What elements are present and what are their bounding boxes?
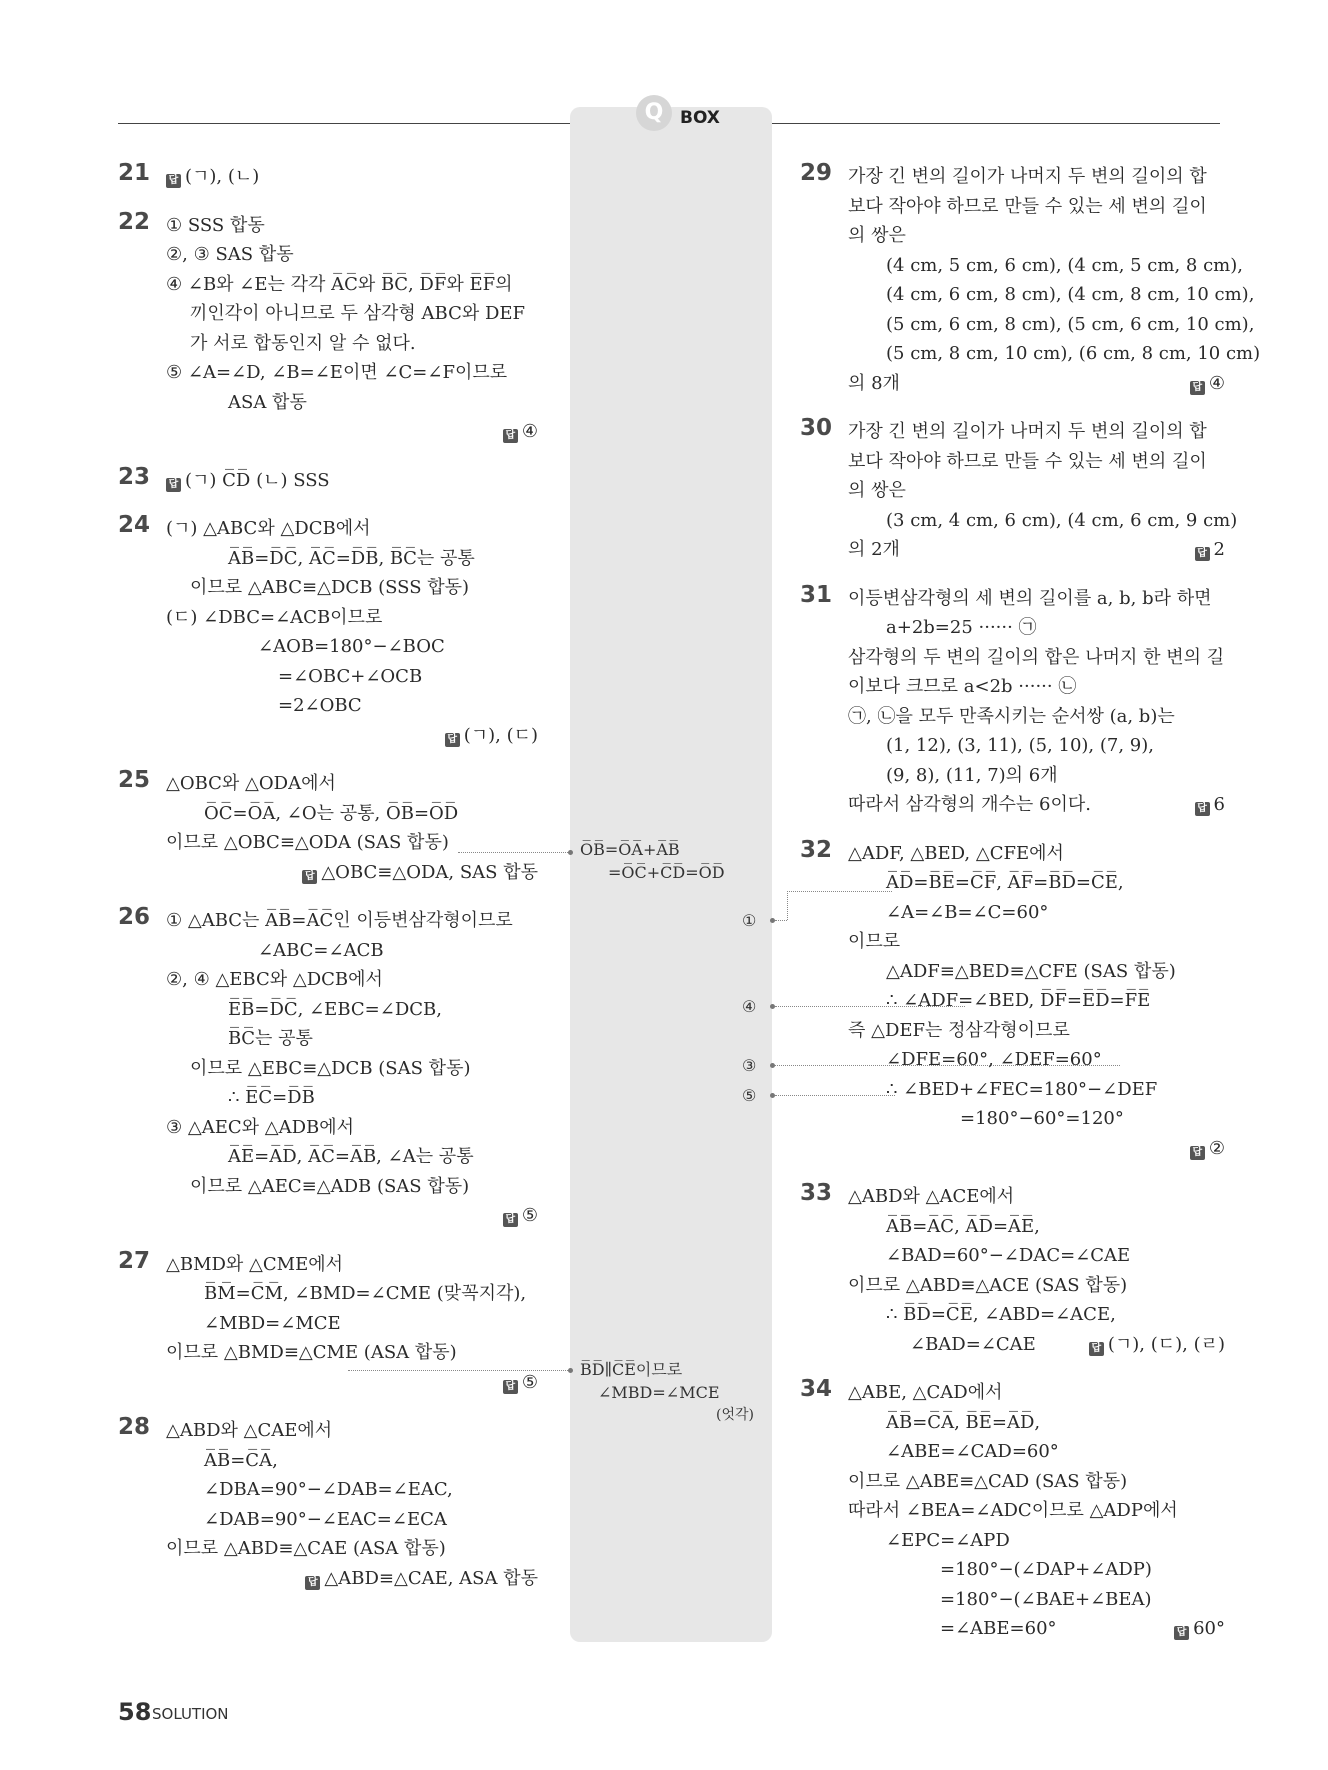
- problem-22: [118, 208, 538, 447]
- problem-number: 34: [800, 1376, 833, 1402]
- solution-line: O̅C̅=O̅A̅, ∠O는 공통, O̅B̅=O̅D̅: [204, 802, 459, 824]
- left-column: [118, 162, 538, 1612]
- solution-line: [848, 790, 1225, 820]
- answer-icon: 답: [1190, 381, 1205, 395]
- solution-line: ∴ ∠BED+∠FEC=180°−∠DEF: [886, 1078, 1158, 1100]
- solution-line: 이므로 △BMD≡△CME (ASA 합동): [166, 1342, 457, 1363]
- solution-line: ∠AOB=180°−∠BOC: [258, 636, 445, 657]
- footer-label: SOLUTION: [152, 1705, 229, 1723]
- solution-line: =2∠OBC: [278, 695, 362, 716]
- solution-line: [848, 1330, 1225, 1360]
- problem-27: [118, 1247, 538, 1398]
- solution-line: ① △ABC는 A̅B̅=A̅C̅인 이등변삼각형이므로: [166, 910, 513, 931]
- leader-line-1: [787, 891, 892, 892]
- answer-icon: 답: [1089, 1342, 1104, 1356]
- qbox-marker-4: ④: [742, 997, 757, 1016]
- solution-line: ∠ABC=∠ACB: [258, 939, 384, 961]
- solution-line: 답 △OBC≡△ODA, SAS 합동: [166, 858, 538, 888]
- qbox-marker-3: ③: [742, 1056, 757, 1075]
- solution-line: a+2b=25 ······ ㉠: [886, 617, 1037, 638]
- solution-line: 의 쌍은: [848, 480, 906, 501]
- solution-line: 이므로 △EBC≡△DCB (SAS 합동): [190, 1057, 471, 1079]
- solution-line: 가장 긴 변의 길이가 나머지 두 변의 길이의 합: [848, 166, 1207, 187]
- solution-line: A̅D̅=B̅E̅=C̅F̅, A̅F̅=B̅D̅=C̅E̅,: [886, 872, 1124, 893]
- answer-icon: 답: [503, 1380, 518, 1394]
- solution-line: [848, 369, 1225, 399]
- problem-21: [118, 162, 538, 192]
- solution-line: (5 cm, 8 cm, 10 cm), (6 cm, 8 cm, 10 cm): [886, 343, 1261, 364]
- problem-23: [118, 463, 538, 496]
- answer-icon: 답: [503, 1213, 518, 1227]
- solution-line: 의 쌍은: [848, 225, 906, 246]
- solution-line: (ㄱ) △ABC와 △DCB에서: [166, 518, 371, 539]
- solution-line: [848, 1614, 1225, 1644]
- solution-line: =180°−(∠DAP+∠ADP): [940, 1559, 1152, 1580]
- solution-line: △ABE, △CAD에서: [848, 1382, 1003, 1403]
- solution-line: △ABD와 △CAE에서: [166, 1420, 333, 1441]
- solution-line: 이므로 △ABD≡△ACE (SAS 합동): [848, 1274, 1128, 1296]
- solution-line: (ㄷ) ∠DBC=∠ACB이므로: [166, 606, 383, 628]
- qbox-note-25: O̅B̅=O̅A̅+A̅B̅ =O̅C̅+C̅D̅=O̅D̅: [580, 840, 725, 882]
- header-rule: [118, 123, 570, 124]
- problem-number: 30: [800, 415, 833, 441]
- leader-line-1: [775, 920, 787, 921]
- problem-28: [118, 1416, 538, 1593]
- solution-line: ③ △AEC와 △ADB에서: [166, 1116, 354, 1138]
- answer-text: 답 ④: [1190, 369, 1225, 399]
- solution-line: (4 cm, 6 cm, 8 cm), (4 cm, 8 cm, 10 cm),: [886, 284, 1255, 305]
- solution-line: 삼각형의 두 변의 길이의 합은 나머지 한 변의 길: [848, 646, 1225, 668]
- solution-line: 이므로 △OBC≡△ODA (SAS 합동): [166, 832, 449, 853]
- leader-line-27: [348, 1370, 570, 1371]
- solution-line: ②, ③ SAS 합동: [166, 244, 294, 265]
- solution-line: 가장 긴 변의 길이가 나머지 두 변의 길이의 합: [848, 421, 1207, 442]
- solution-line: (9, 8), (11, 7)의 6개: [886, 764, 1058, 786]
- solution-line: A̅B̅=D̅C̅, A̅C̅=D̅B̅, B̅C̅는 공통: [228, 547, 475, 569]
- solution-line: ∠BAD=60°−∠DAC=∠CAE: [886, 1245, 1131, 1266]
- problem-number: 21: [118, 160, 151, 186]
- solution-line: ASA 합동: [228, 391, 307, 413]
- solution-line: △OBC와 △ODA에서: [166, 773, 336, 794]
- solution-line: 이등변삼각형의 세 변의 길이를 a, b, b라 하면: [848, 587, 1212, 609]
- solution-line: 답 ②: [848, 1134, 1225, 1164]
- problem-29: [800, 160, 1261, 398]
- solution-line: △ADF≡△BED≡△CFE (SAS 합동): [886, 960, 1176, 982]
- solution-line: 보다 작아야 하므로 만들 수 있는 세 변의 길이: [848, 450, 1207, 472]
- solution-line: 끼인각이 아니므로 두 삼각형 ABC와 DEF: [190, 303, 526, 324]
- problem-number: 23: [118, 463, 151, 490]
- answer-text: 답 60°: [1174, 1614, 1225, 1644]
- solution-line: 답 △ABD≡△CAE, ASA 합동: [166, 1564, 538, 1594]
- problem-34: [800, 1378, 1225, 1644]
- problem-number: 33: [800, 1180, 833, 1206]
- solution-line: 답 ⑤: [166, 1201, 538, 1231]
- problem-32: [800, 836, 1225, 1164]
- solution-text: 따라서 삼각형의 개수는 6이다.: [848, 794, 1091, 815]
- problem-number: 32: [800, 836, 833, 863]
- answer-text: 답 6: [1195, 790, 1225, 820]
- qbox-marker-1: ①: [742, 911, 757, 930]
- solution-line: (1, 12), (3, 11), (5, 10), (7, 9),: [886, 735, 1154, 756]
- solution-line: ∠EPC=∠APD: [886, 1529, 1010, 1551]
- solution-line: 따라서 ∠BEA=∠ADC이므로 △ADP에서: [848, 1500, 1178, 1521]
- solution-line: △ABD와 △ACE에서: [848, 1186, 1015, 1207]
- solution-line: 답 ⑤: [166, 1368, 538, 1398]
- solution-line: (5 cm, 6 cm, 8 cm), (5 cm, 6 cm, 10 cm),: [886, 313, 1255, 335]
- solution-line: ⑤ ∠A=∠D, ∠B=∠E이면 ∠C=∠F이므로: [166, 362, 508, 383]
- leader-line-25: [458, 852, 570, 853]
- answer-icon: 답: [1174, 1626, 1189, 1640]
- solution-text: 의 2개: [848, 539, 900, 560]
- solution-line: ① SSS 합동: [166, 214, 265, 236]
- page-number: 58: [118, 1698, 152, 1726]
- leader-line-1: [787, 891, 788, 920]
- answer-icon: 답: [166, 174, 181, 188]
- q-box-label: BOX: [680, 108, 720, 128]
- problem-30: [800, 415, 1238, 565]
- solution-line: 답 (ㄱ), (ㄴ): [166, 162, 538, 192]
- leader-line-3: [775, 1065, 1120, 1066]
- solution-line: =180°−(∠BAE+∠BEA): [940, 1588, 1152, 1610]
- solution-line: (4 cm, 5 cm, 6 cm), (4 cm, 5 cm, 8 cm),: [886, 254, 1243, 276]
- right-column: [800, 160, 1261, 1663]
- solution-line: 가 서로 합동인지 알 수 없다.: [190, 332, 416, 354]
- problem-33: [800, 1182, 1225, 1359]
- solution-line: ∠DAB=90°−∠EAC=∠ECA: [204, 1508, 447, 1530]
- problem-number: 25: [118, 767, 151, 793]
- problem-25: [118, 769, 538, 887]
- solution-line: A̅E̅=A̅D̅, A̅C̅=A̅B̅, ∠A는 공통: [228, 1146, 474, 1167]
- leader-line-5: [775, 1095, 895, 1096]
- solution-line: =∠OBC+∠OCB: [278, 665, 423, 687]
- solution-line: 답 (ㄱ) C̅D̅ (ㄴ) SSS: [166, 466, 538, 496]
- leader-dot: [568, 1368, 573, 1373]
- answer-text: 답 2: [1195, 535, 1225, 565]
- solution-line: ④ ∠B와 ∠E는 각각 A̅C̅와 B̅C̅, D̅F̅와 E̅F̅의: [166, 273, 513, 295]
- solution-line: 즉 △DEF는 정삼각형이므로: [848, 1019, 1070, 1041]
- answer-icon: 답: [503, 429, 518, 443]
- solution-line: 답 ④: [166, 417, 538, 447]
- solution-line: (3 cm, 4 cm, 6 cm), (4 cm, 6 cm, 9 cm): [886, 509, 1238, 531]
- answer-icon: 답: [302, 870, 317, 884]
- answer-text: 답 (ㄱ), (ㄷ), (ㄹ): [1089, 1330, 1225, 1360]
- problem-number: 28: [118, 1414, 151, 1440]
- qbox-marker-5: ⑤: [742, 1086, 757, 1105]
- solution-line: ∠DBA=90°−∠DAB=∠EAC,: [204, 1479, 453, 1500]
- solution-text: =∠ABE=60°: [940, 1618, 1057, 1639]
- problem-31: [800, 581, 1225, 820]
- qbox-note-27: B̅D̅∥C̅E̅이므로 ∠MBD=∠MCE (엇각): [580, 1360, 754, 1423]
- problem-number: 24: [118, 512, 151, 538]
- q-box-badge: Q: [636, 95, 672, 131]
- header-rule: [772, 123, 1220, 124]
- answer-icon: 답: [1190, 1146, 1205, 1160]
- answer-icon: 답: [1195, 547, 1210, 561]
- leader-line-4: [775, 1006, 965, 1007]
- solution-line: ∠DFE=60°, ∠DEF=60°: [886, 1049, 1102, 1070]
- solution-line: 이므로 △ABD≡△CAE (ASA 합동): [166, 1538, 446, 1559]
- answer-icon: 답: [445, 733, 460, 747]
- problem-number: 22: [118, 208, 151, 235]
- solution-line: ∠A=∠B=∠C=60°: [886, 901, 1049, 923]
- problem-24: [118, 514, 538, 750]
- solution-line: [848, 535, 1225, 565]
- solution-line: ∴ E̅C̅=D̅B̅: [228, 1087, 315, 1108]
- solution-line: E̅B̅=D̅C̅, ∠EBC=∠DCB,: [228, 998, 442, 1020]
- solution-line: 보다 작아야 하므로 만들 수 있는 세 변의 길이: [848, 195, 1207, 217]
- answer-icon: 답: [305, 1576, 320, 1590]
- solution-line: 답 (ㄱ), (ㄷ): [166, 721, 538, 751]
- solution-line: ∴ B̅D̅=C̅E̅, ∠ABD=∠ACE,: [886, 1304, 1116, 1325]
- solution-line: ∠ABE=∠CAD=60°: [886, 1441, 1059, 1462]
- solution-line: ②, ④ △EBC와 △DCB에서: [166, 969, 383, 990]
- solution-line: A̅B̅=C̅A̅, B̅E̅=A̅D̅,: [886, 1411, 1041, 1433]
- solution-line: ∴ ∠ADF=∠BED, D̅F̅=E̅D̅=F̅E̅: [886, 990, 1151, 1011]
- solution-line: ∠MBD=∠MCE: [204, 1312, 341, 1334]
- solution-line: =180°−60°=120°: [960, 1108, 1124, 1129]
- problem-number: 29: [800, 160, 833, 186]
- answer-icon: 답: [166, 478, 181, 492]
- solution-line: △ADF, △BED, △CFE에서: [848, 842, 1064, 864]
- solution-line: 이므로 △AEC≡△ADB (SAS 합동): [190, 1175, 470, 1197]
- problem-number: 31: [800, 581, 833, 608]
- solution-line: 이보다 크므로 a<2b ······ ㉡: [848, 676, 1077, 697]
- solution-line: ㉠, ㉡을 모두 만족시키는 순서쌍 (a, b)는: [848, 705, 1175, 727]
- problem-number: 27: [118, 1247, 151, 1274]
- solution-line: B̅C̅는 공통: [228, 1028, 313, 1049]
- solution-line: A̅B̅=A̅C̅, A̅D̅=A̅E̅,: [886, 1215, 1040, 1237]
- problem-26: [118, 906, 538, 1231]
- solution-line: 이므로 △ABE≡△CAD (SAS 합동): [848, 1470, 1128, 1492]
- leader-dot: [568, 850, 573, 855]
- solution-text: ∠BAD=∠CAE: [910, 1333, 1036, 1355]
- solution-line: A̅B̅=C̅A̅,: [204, 1449, 278, 1471]
- problem-number: 26: [118, 904, 151, 930]
- solution-line: 이므로 △ABC≡△DCB (SSS 합동): [190, 577, 470, 598]
- solution-text: 의 8개: [848, 372, 900, 394]
- solution-line: △BMD와 △CME에서: [166, 1253, 344, 1275]
- solution-line: 이므로: [848, 931, 901, 952]
- solution-line: B̅M̅=C̅M̅, ∠BMD=∠CME (맞꼭지각),: [204, 1283, 527, 1304]
- answer-icon: 답: [1195, 802, 1210, 816]
